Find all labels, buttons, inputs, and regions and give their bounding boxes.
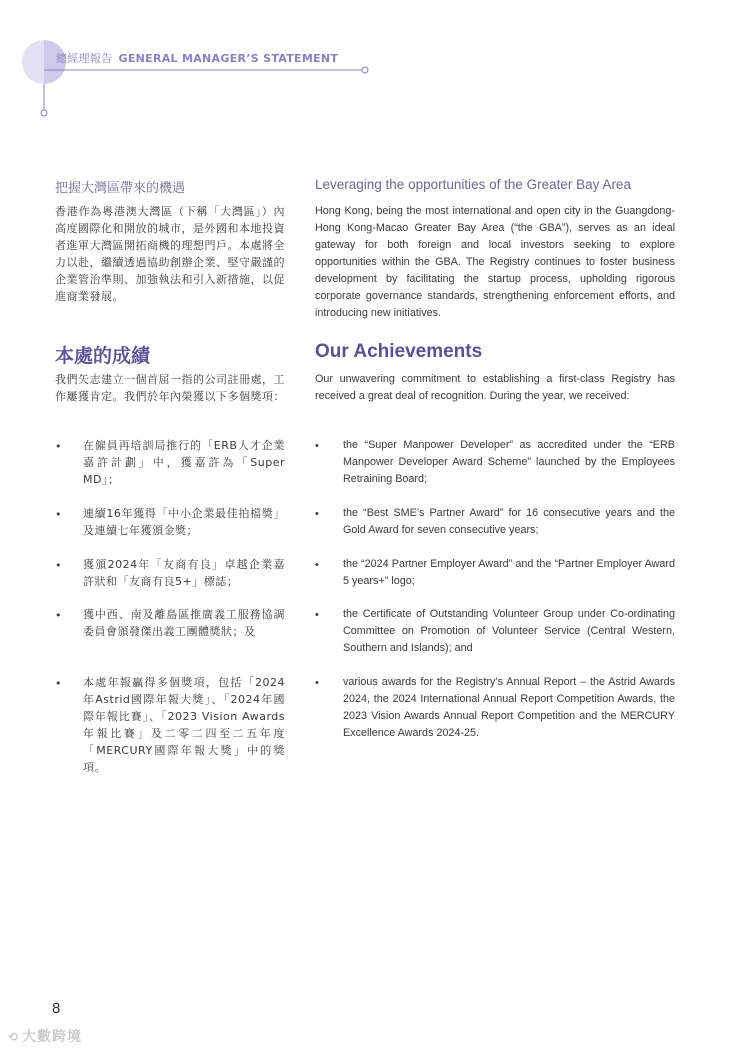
achievement-text-zh: 獲頒2024年「友商有良」卓越企業嘉許狀和「友商有良5+」標誌； <box>83 558 285 588</box>
bullet-icon: • <box>55 677 62 690</box>
bullet-icon: • <box>315 677 319 689</box>
bullet-icon: • <box>315 508 319 520</box>
achievement-item-zh-4 <box>55 606 285 640</box>
achievement-item-zh-2 <box>55 505 285 539</box>
achievement-item-en-2 <box>315 505 675 539</box>
section1-body-zh: 香港作為粵港澳大灣區（下稱「大灣區」）內高度國際化和開放的城市，是外國和本地投資者進軍大灣區開拓商機的理想門戶。本處將全力以赴，繼續透過協助創辦企業、堅守嚴謹的企業管治準則、加強執法和引入新措施，以促進商業發展。 <box>55 205 285 303</box>
achievement-item-en-5 <box>315 674 675 742</box>
achievement-item-en-3 <box>315 556 675 590</box>
section2-title-zh: 本處的成績 <box>55 345 151 367</box>
section1-title-zh: 把握大灣區帶來的機遇 <box>55 181 186 196</box>
section1-body-en: Hong Kong, being the most international and open city in the Guangdong-Hong Kong-Macao Greater Bay Area (“the GBA”), serves as an ideal gateway for both foreign and local investors seeking to explore opportunities within the GBA. The Registry continues to foster business development by facilitating the startup process, upholding rigorous corporate governance standards, strengthening enforcement efforts, and introducing new initiatives. <box>315 205 675 319</box>
header-title <box>56 50 338 66</box>
achievement-item-zh-1 <box>55 437 285 488</box>
header-title-zh: 總經理報告 <box>56 52 113 65</box>
watermark-logo-icon: ⟲ <box>8 1030 20 1044</box>
bullet-icon: • <box>315 440 319 452</box>
watermark-text: 大數跨境 <box>22 1029 83 1045</box>
bullet-icon: • <box>315 609 319 621</box>
achievement-text-en: various awards for the Registry’s Annual Report – the Astrid Awards 2024, the 2024 International Annual Report Competition Awards, the 2023 Vision Awards Annual Report Competition and the MERCURY Excellence Awards 2024-25. <box>343 676 675 739</box>
achievement-item-en-4 <box>315 606 675 657</box>
header-title-en: GENERAL MANAGER’S STATEMENT <box>118 52 339 65</box>
bullet-icon: • <box>55 508 62 521</box>
page-number: 8 <box>52 1000 61 1017</box>
bullet-icon: • <box>55 559 62 572</box>
achievement-text-zh: 本處年報贏得多個獎項，包括「2024年Astrid國際年報大獎」、「2024年國際年報比賽」、「2023 Vision Awards年報比賽」及二零二四至二五年度「MERCURY國際年報大獎」中的獎項。 <box>83 676 285 774</box>
section1-title-en: Leveraging the opportunities of the Greater Bay Area <box>315 177 631 192</box>
section2-intro-zh: 我們矢志建立一個首屈一指的公司註冊處，工作屢獲肯定。我們於年內榮獲以下多個獎項： <box>55 373 285 403</box>
achievement-text-zh: 獲中西、南及離島區推廣義工服務協調委員會頒發傑出義工團體獎狀；及 <box>83 608 285 638</box>
bullet-icon: • <box>55 440 62 453</box>
achievement-item-en-1 <box>315 437 675 488</box>
achievement-item-zh-3 <box>55 556 285 590</box>
watermark <box>8 1026 82 1046</box>
page-header <box>22 40 374 120</box>
achievement-text-zh: 在僱員再培訓局推行的「ERB人才企業嘉許計劃」中，獲嘉許為「Super MD」； <box>83 439 285 486</box>
achievement-text-en: the Certificate of Outstanding Volunteer Group under Co-ordinating Committee on Promotion of Volunteer Service (Central Western, Southern and Islands); and <box>343 608 675 654</box>
achievement-text-en: the “2024 Partner Employer Award” and the “Partner Employer Award 5 years+” logo; <box>343 558 675 587</box>
section2-intro-en: Our unwavering commitment to establishing a first-class Registry has received a great deal of recognition. During the year, we received: <box>315 373 675 402</box>
bullet-icon: • <box>315 559 319 571</box>
section2-title-en: Our Achievements <box>315 341 483 362</box>
achievement-text-en: the “Best SME’s Partner Award” for 16 consecutive years and the Gold Award for seven consecutive years; <box>343 507 675 536</box>
achievement-item-zh-5 <box>55 674 285 776</box>
achievement-text-zh: 連續16年獲得「中小企業最佳拍檔獎」及連續七年獲頒金獎； <box>83 507 285 537</box>
achievement-text-en: the “Super Manpower Developer” as accredited under the “ERB Manpower Developer Award Scheme” launched by the Employees Retraining Board; <box>343 439 675 485</box>
bullet-icon: • <box>55 609 62 622</box>
